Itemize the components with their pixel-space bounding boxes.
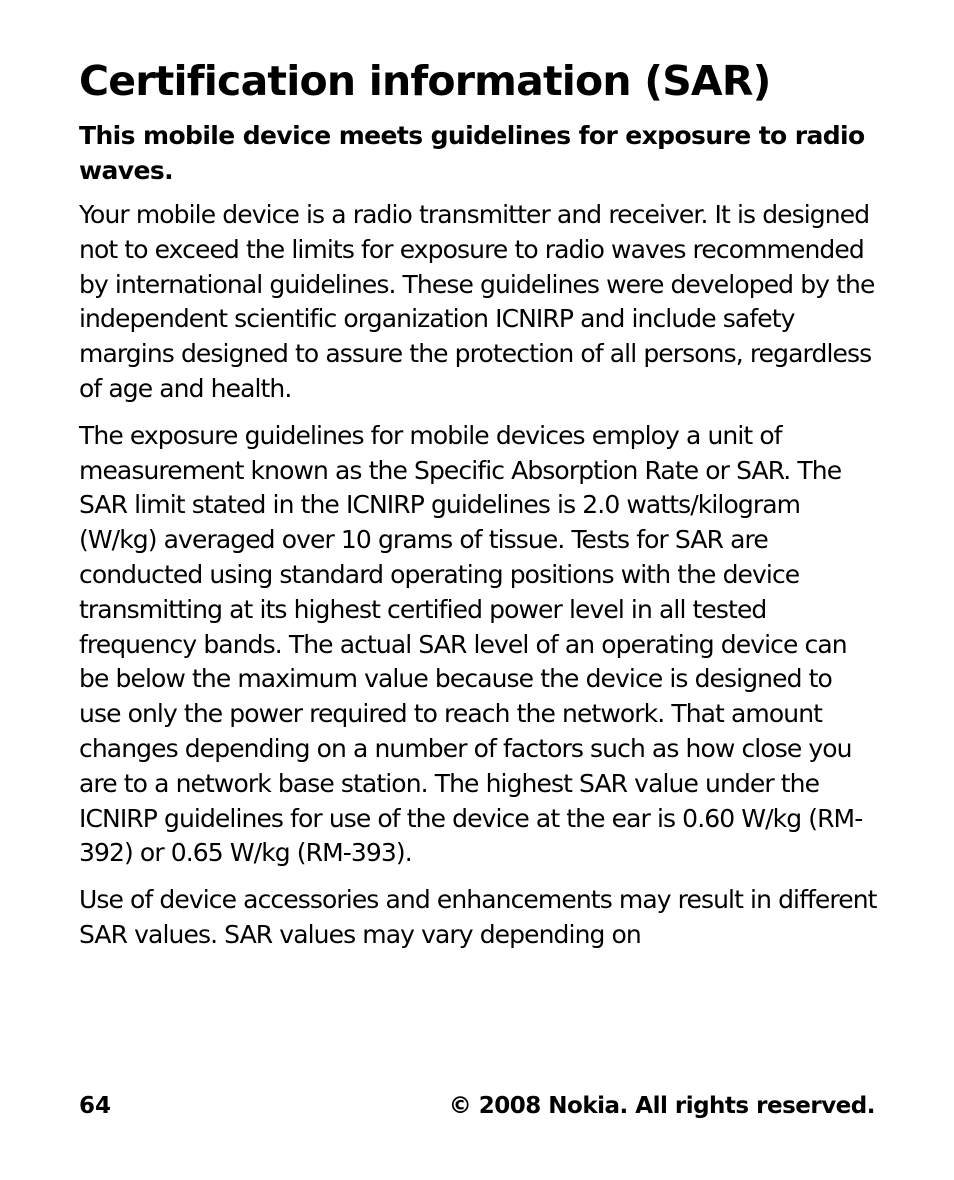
- copyright-notice: © 2008 Nokia. All rights reserved.: [448, 1093, 875, 1119]
- page-content: [79, 52, 879, 965]
- paragraph-sar-limits: The exposure guidelines for mobile devices employ a unit of measurement known as the Specific Absorption Rate or SAR. The SAR limit stated in the ICNIRP guidelines is 2.0 watts/kilogram (W/kg) averaged over 10 grams of tissue. Tests for SAR are conducted using standard operating positions with the device transmitting at its highest certified power level in all tested frequency bands. The actual SAR level of an operating device can be below the maximum value because the device is designed to use only the power required to reach the network. That amount changes depending on a number of factors such as how close you are to a network base station. The highest SAR value under the ICNIRP guidelines for use of the device at the ear is 0.60 W/kg (RM-392) or 0.65 W/kg (RM-393).: [79, 420, 863, 868]
- page-footer: [79, 1088, 875, 1124]
- lead-statement: This mobile device meets guidelines for exposure to radio waves.: [79, 121, 865, 185]
- page-title: Certification information (SAR): [79, 57, 771, 105]
- paragraph-intro: Your mobile device is a radio transmitter and receiver. It is designed not to exceed the limits for exposure to radio waves recommended by international guidelines. These guidelines were developed by the independent scientific organization ICNIRP and include safety margins designed to assure the protection of all persons, regardless of age and health.: [79, 200, 875, 403]
- paragraph-accessories: Use of device accessories and enhancements may result in different SAR values. SAR values may vary depending on: [79, 885, 877, 949]
- page-number: 64: [79, 1093, 112, 1119]
